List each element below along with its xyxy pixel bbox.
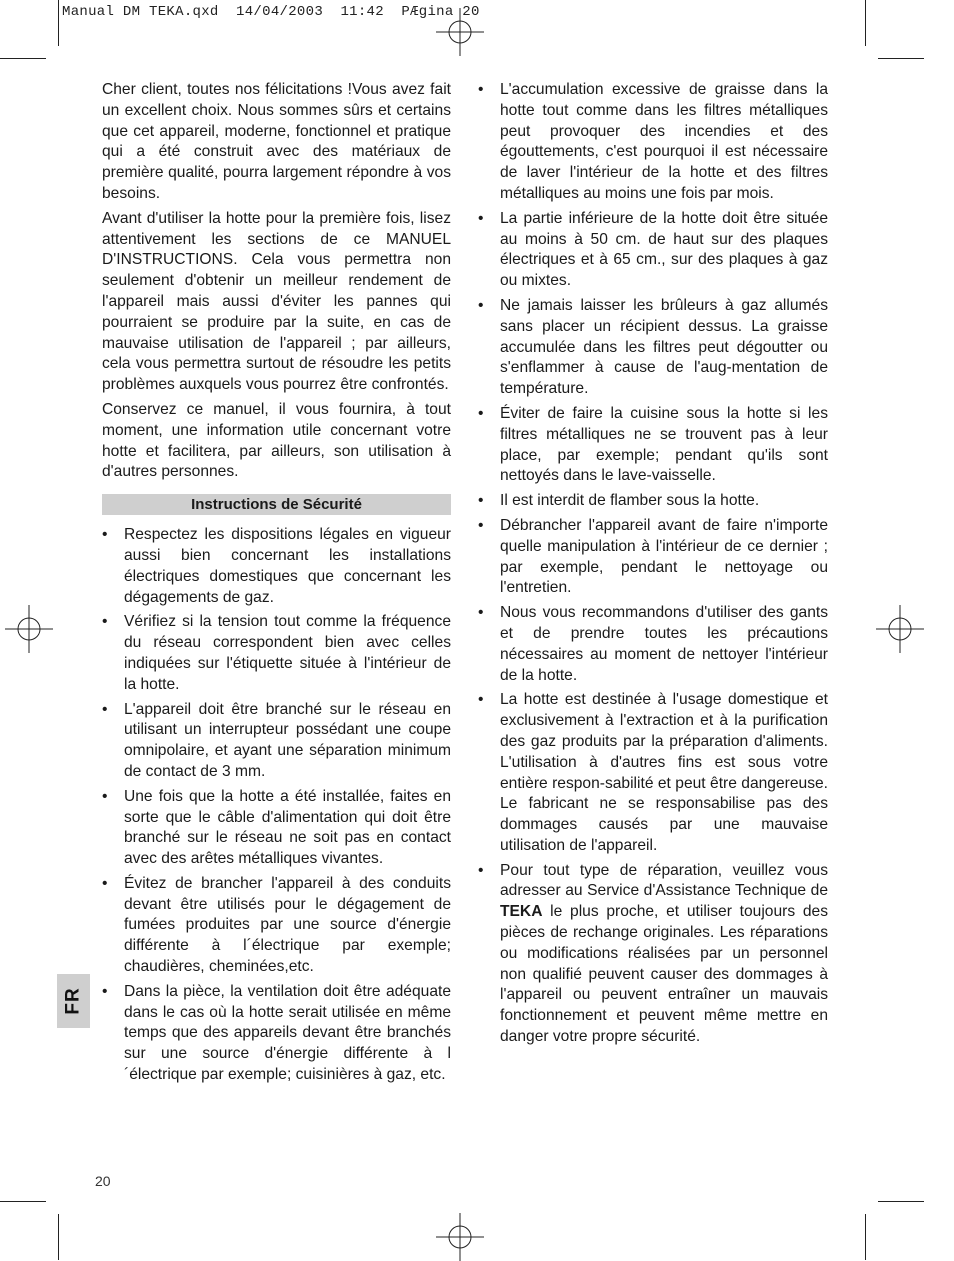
section-heading: Instructions de Sécurité bbox=[102, 494, 451, 515]
crop-mark bbox=[0, 58, 46, 59]
intro-paragraph: Cher client, toutes nos félicitations !Vous avez fait un excellent choix. Nous sommes sûrs et certains que cet appareil, moderne, fonctionnel et pratique qui a été construit avec des matériaux de première qualité, pourra largement répondre à vos besoins. bbox=[102, 81, 451, 202]
list-item: • Nous vous recommandons d'utiliser des gants et de prendre toutes les précautions nécessaires au moment de nettoyer l'intérieur de la hotte. bbox=[478, 603, 828, 686]
list-item: • L'appareil doit être branché sur le réseau en utilisant un interrupteur possédant une coupe omnipolaire, et ayant une séparation minimum de contact de 3 mm. bbox=[102, 700, 451, 783]
language-tab bbox=[57, 974, 90, 1028]
list-item: • Débrancher l'appareil avant de faire n'importe quelle manipulation à l'intérieur de ce dernier ; par exemple, pendant le nettoyage ou l'entretien. bbox=[478, 516, 828, 599]
intro-paragraph: Conservez ce manuel, il vous fournira, à tout moment, une information utile concernant votre hotte et facilitera, par ailleurs, son utilisation à d'autres personnes. bbox=[102, 400, 451, 481]
safety-list-left bbox=[102, 525, 451, 1086]
item-text: le plus proche, et utiliser toujours des pièces de rechange originales. Les réparations ou modifications réalisées par un personnel non qualifié peuvent causer des dommages à l'appareil ou peuvent entraîner un mauvais fonctionnement et peuvent même mettre en danger votre propre sécurité. bbox=[500, 903, 828, 1046]
registration-mark-icon bbox=[876, 605, 924, 653]
crop-mark bbox=[58, 0, 59, 46]
list-item: • La partie inférieure de la hotte doit être située au moins à 50 cm. de haut sur des plaques électriques et à 65 cm., sur des plaques à gaz ou mixtes. bbox=[478, 209, 828, 292]
intro-paragraph: Avant d'utiliser la hotte pour la première fois, lisez attentivement les sections de ce MANUEL D'INSTRUCTIONS. Cela vous permettra non seulement d'obtenir un meilleur rendement de l'appareil mais aussi d'éviter les pannes qui pourraient se produire par la suite, en cas de mauvaise utilisation de l'appareil ; par ailleurs, cela vous permettra surtout de résoudre les petits problèmes auxquels vous pourrez être confrontés. bbox=[102, 209, 451, 394]
language-tab-label: FR bbox=[62, 987, 84, 1015]
safety-list-right bbox=[478, 80, 828, 1048]
crop-mark bbox=[0, 1201, 46, 1202]
registration-mark-icon bbox=[5, 605, 53, 653]
list-item: • Une fois que la hotte a été installée, faites en sorte que le câble d'alimentation qui doit être branché sur le réseau ne soit pas en contact avec des arêtes métalliques vivantes. bbox=[102, 787, 451, 870]
registration-mark-icon bbox=[436, 1213, 484, 1261]
list-item: • Évitez de brancher l'appareil à des conduits devant être utilisés pour le dégagement de fumées produites par une source d'énergie différente à l´électrique par exemple; chaudières, cheminées,etc. bbox=[102, 874, 451, 978]
item-text: Pour tout type de réparation, veuillez vous adresser au Service d'Assistance Technique de bbox=[500, 861, 828, 900]
crop-mark bbox=[878, 1201, 924, 1202]
printer-slug: Manual DM TEKA.qxd 14/04/2003 11:42 PÆgina 20 bbox=[62, 4, 480, 20]
list-item bbox=[478, 861, 828, 1048]
right-column bbox=[478, 80, 828, 1052]
crop-mark bbox=[58, 1214, 59, 1260]
crop-mark bbox=[865, 0, 866, 46]
list-item: • L'accumulation excessive de graisse dans la hotte tout comme dans les filtres métalliques peut provoquer des incendies et des égouttements, c'est pourquoi il est nécessaire de laver l'intérieur de la hotte et des filtres métalliques au moins une fois par mois. bbox=[478, 80, 828, 205]
left-column bbox=[102, 80, 451, 1090]
crop-mark bbox=[865, 1214, 866, 1260]
registration-mark-icon bbox=[436, 8, 484, 56]
list-item: • Ne jamais laisser les brûleurs à gaz allumés sans placer un récipient dessus. La graisse accumulée dans les filtres peut dégoutter ou s'enflammer à cause de l'aug-mentation de température. bbox=[478, 296, 828, 400]
crop-mark bbox=[878, 58, 924, 59]
list-item: • Respectez les dispositions légales en vigueur aussi bien concernant les installations électriques domestiques que concernant les dégagements de gaz. bbox=[102, 525, 451, 608]
brand-name: TEKA bbox=[500, 903, 543, 921]
list-item: • Éviter de faire la cuisine sous la hotte si les filtres métalliques ne se trouvent pas à leur place, par exemple; pendant qu'ils sont nettoyés dans le lave-vaisselle. bbox=[478, 404, 828, 487]
list-item: • Il est interdit de flamber sous la hotte. bbox=[478, 491, 828, 512]
list-item: • Dans la pièce, la ventilation doit être adéquate dans le cas où la hotte serait utilisée en même temps que des appareils devant être branchés sur une source d'énergie différente à l´électrique par exemple; cuisinières à gaz, etc. bbox=[102, 982, 451, 1086]
list-item: • Vérifiez si la tension tout comme la fréquence du réseau correspondent bien avec celles indiquées sur l'étiquette située à l'intérieur de la hotte. bbox=[102, 612, 451, 695]
list-item: • La hotte est destinée à l'usage domestique et exclusivement à l'extraction et à la purification des gaz produits par la préparation d'aliments. L'utilisation à d'autres fins est sous votre entière respon-sabilité et peut être dangereuse. Le fabricant ne se responsabilise pas des dommages causés par une mauvaise utilisation de l'appareil. bbox=[478, 690, 828, 856]
page-number: 20 bbox=[95, 1173, 111, 1189]
